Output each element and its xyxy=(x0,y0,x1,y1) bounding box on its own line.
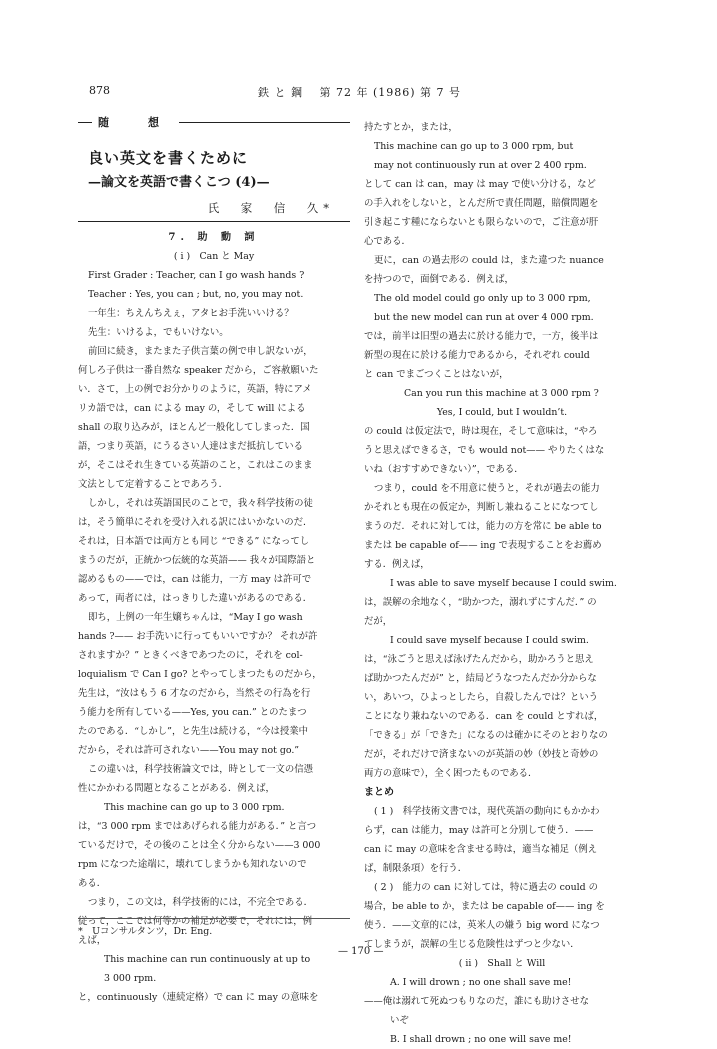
text-line: shall の取り込みが，ほとんど一般化してしまった．国 xyxy=(78,422,310,433)
text-line: う能力を所有している——Yes, you can.” とのたまつ xyxy=(78,707,307,718)
text-line: 先生：いけるよ，でもいけない。 xyxy=(88,327,229,338)
text-line: は，“泳ごうと思えば泳げたんだから，助かろうと思え xyxy=(364,654,594,665)
text-line: い，あいつ，ひよっとしたら，自殺したんでは？という xyxy=(364,692,599,703)
left-column xyxy=(78,118,350,1007)
text-line: 即ち，上例の一年生嬢ちゃんは，“May I go wash xyxy=(88,612,303,623)
text-line: らず，can は能力，may は許可と分別して使う．—— xyxy=(364,825,594,836)
text-line: 先生は，“汝はもう 6 才なのだから，当然その行為を行 xyxy=(78,688,311,699)
text-line: リカ語では，can による may の，そして will による xyxy=(78,403,306,414)
text-line: ある． xyxy=(78,878,107,889)
text-line: This machine can go up to 3 000 rpm, but xyxy=(374,141,574,152)
left-column-text xyxy=(78,228,350,1007)
text-line: 7. 助 動 詞 xyxy=(168,232,260,243)
text-line: ているだけで，その後のことは全く分からない——3 000 xyxy=(78,840,321,851)
text-line: と，continuously（連続定格）で can に may の意味を xyxy=(78,992,319,1003)
category-label: 随 想 xyxy=(92,113,179,132)
text-line: の手入れをしないと，とんだ所で責任問題，賠償問題を xyxy=(364,198,599,209)
text-line: たのである．“しかし”，と先生は続ける，“今は授業中 xyxy=(78,726,309,737)
text-line: しかし，それは英語国民のことで，我々科学技術の徒 xyxy=(88,498,313,509)
text-line: えば， xyxy=(78,935,107,946)
text-line: では，前半は旧型の過去に於ける能力で，一方，後半は xyxy=(364,331,599,342)
text-line: だが，それだけで済まないのが英語の妙（妙技と奇妙の xyxy=(364,749,599,760)
text-line: として can は can，may は may で使い分ける，など xyxy=(364,179,596,190)
text-line: まうのだ．それに対しては，能力の方を常に be able to xyxy=(364,521,602,532)
text-line: B. I shall drown ; no one will save me! xyxy=(390,1034,572,1045)
text-line: may not continuously run at over 2 400 rpm. xyxy=(374,160,587,171)
page-number: 878 xyxy=(89,84,110,97)
text-line: ——俺は溺れて死ぬつもりなのだ，誰にも助けさせな xyxy=(364,996,590,1007)
text-line: つまり，could を不用意に使うと，それが過去の能力 xyxy=(374,483,600,494)
text-line: ことになり兼ねないのである．can を could とすれば， xyxy=(364,711,604,722)
text-line: 語，つまり英語，にうるさい人達はまだ抵抗している xyxy=(78,441,304,452)
text-line: うと思えばできるさ，でも would not—— やりたくはな xyxy=(364,445,605,456)
journal-header: 鉄 と 鋼 第 72 年 (1986) 第 7 号 xyxy=(258,86,462,99)
right-column xyxy=(364,118,640,1049)
text-line: loquialism で Can I go? とやってしまつたものだから， xyxy=(78,669,322,680)
text-line: 心である． xyxy=(364,236,411,247)
text-line: は，誤解の余地なく，“助かつた，溺れずにすんだ．” の xyxy=(364,597,597,608)
text-line: だが， xyxy=(364,616,393,627)
text-line: かそれとも現在の仮定か，判断し兼ねることになつてし xyxy=(364,502,599,513)
text-line: The old model could go only up to 3 000 rpm, xyxy=(374,293,591,304)
text-line: I could save myself because I could swim. xyxy=(390,635,589,646)
text-line: あって，両者には，はっきりした違いがあるのである． xyxy=(78,593,313,604)
text-line: First Grader : Teacher, can I go wash hands ? xyxy=(88,270,305,281)
text-line: 従って，ここでは何等かの補足が必要で，それには，例 xyxy=(78,916,313,927)
text-line: まとめ xyxy=(364,787,394,798)
text-line: hands ?—— お手洗いに行ってもいいですか？ それが許 xyxy=(78,631,318,642)
text-line: can に may の意味を含ませる時は，適当な補足（例え xyxy=(364,844,598,855)
text-line: 性にかかわる問題となることがある．例えば， xyxy=(78,783,275,794)
text-line: 前回に続き，またまた子供言葉の例で申し訳ないが， xyxy=(88,346,313,357)
text-line: を持つので，面倒である．例えば， xyxy=(364,274,514,285)
text-line: Yes, I could, but I wouldn’t. xyxy=(436,407,568,418)
text-line: 「できる」が「できた」になるのは確かにそのとおりなの xyxy=(364,730,608,741)
text-line: 3 000 rpm. xyxy=(104,973,157,984)
text-line: する．例えば， xyxy=(364,559,430,570)
text-line: と can でまごつくことはないが， xyxy=(364,369,509,380)
text-line: 場合，be able to か，または be capable of—— ing を xyxy=(364,901,605,912)
text-line: いね（おすすめできない）”，である． xyxy=(364,464,524,475)
text-line: ( i ) Can と May xyxy=(173,251,255,262)
text-line: 文法として定着することであろう． xyxy=(78,479,229,490)
text-line: い．さて，上の例でお分かりのように，英語，特にアメ xyxy=(78,384,312,395)
text-line: but the new model can run at over 4 000 rpm. xyxy=(374,312,594,323)
title-box xyxy=(78,116,350,222)
text-line: ( ii ) Shall と Will xyxy=(458,958,546,969)
text-line: ば，制限条項）を行う． xyxy=(364,863,468,874)
text-line: ( 1 ) 科学技術文書では，現代英語の動向にもかかわ xyxy=(374,806,600,817)
text-line: 使う．——文章的には，英米人の嫌う big word になつ xyxy=(364,920,600,931)
text-line: ( 2 ) 能力の can に対しては，特に過去の could の xyxy=(374,882,598,893)
text-line: Can you run this machine at 3 000 rpm ? xyxy=(404,388,599,399)
right-column-text xyxy=(364,118,640,1049)
text-line: は，“3 000 rpm まではあげられる能力がある．” と言つ xyxy=(78,821,317,832)
text-line: されますか？” ときくべきであつたのに，それを col- xyxy=(78,650,303,661)
text-line: は，そう簡単にそれを受け入れる訳にはいかないのだ． xyxy=(78,517,313,528)
text-line: A. I will drown ; no one shall save me! xyxy=(390,977,572,988)
text-line: この違いは，科学技術論文では，時として一文の信憑 xyxy=(88,764,314,775)
text-line: の could は仮定法で，時は現在，そして意味は，“やろ xyxy=(364,426,598,437)
page-footer: — 170 — xyxy=(338,946,384,957)
text-line: いぞ xyxy=(390,1015,409,1026)
article-author: 氏 家 信 久* xyxy=(207,201,334,215)
text-line: Teacher : Yes, you can ; but, no, you may not. xyxy=(88,289,304,300)
text-line: ば助かつたんだが” と，結局どうなつたんだか分からな xyxy=(364,673,597,684)
text-line: 認めるもの——では，can は能力，一方 may は許可で xyxy=(78,574,312,585)
footnote: * Uコンサルタンツ，Dr. Eng. xyxy=(78,918,350,937)
text-line: This machine can go up to 3 000 rpm. xyxy=(104,802,285,813)
text-line: つまり，この文は，科学技術的には，不完全である． xyxy=(88,897,314,908)
text-line: 持たすとか，または， xyxy=(364,122,458,133)
text-line: だから，それは許可されない——You may not go.” xyxy=(78,745,300,756)
text-line: rpm になつた途端に，壊れてしまうかも知れないので xyxy=(78,859,307,870)
text-line: が，そこはそれ生きている英語のこと，これはこのまま xyxy=(78,460,313,471)
text-line: 引き起こす種にならないとも限らないので，ご注意が肝 xyxy=(364,217,599,228)
text-line: 更に，can の過去形の could は，また違つた nuance xyxy=(374,255,604,266)
text-line: または be capable of—— ing で表現することをお薦め xyxy=(364,540,602,551)
text-line: まうのだが，正統かつ伝統的な英語—— 我々が国際語と xyxy=(78,555,316,566)
article-title: 良い英文を書くために xyxy=(88,149,249,167)
text-line: I was able to save myself because I could swim. xyxy=(390,578,617,589)
text-line: This machine can run continuously at up to xyxy=(104,954,311,965)
article-subtitle: —論文を英語で書くこつ (4)— xyxy=(88,175,270,190)
text-line: それは，日本語では両方とも同じ “できる” になってし xyxy=(78,536,310,547)
text-line: 両方の意味で），全く困つたものである． xyxy=(364,768,538,779)
text-line: 何しろ子供は一番自然な speaker だから，ご容赦願いた xyxy=(78,365,319,376)
text-line: 一年生：ちえんちえぇ，アタヒお手洗いいける？ xyxy=(88,308,294,319)
text-line: てしまうが，誤解の生じる危険性はずつと少ない． xyxy=(364,939,580,950)
text-line: 新型の現在に於ける能力であるから，それぞれ could xyxy=(364,350,590,361)
